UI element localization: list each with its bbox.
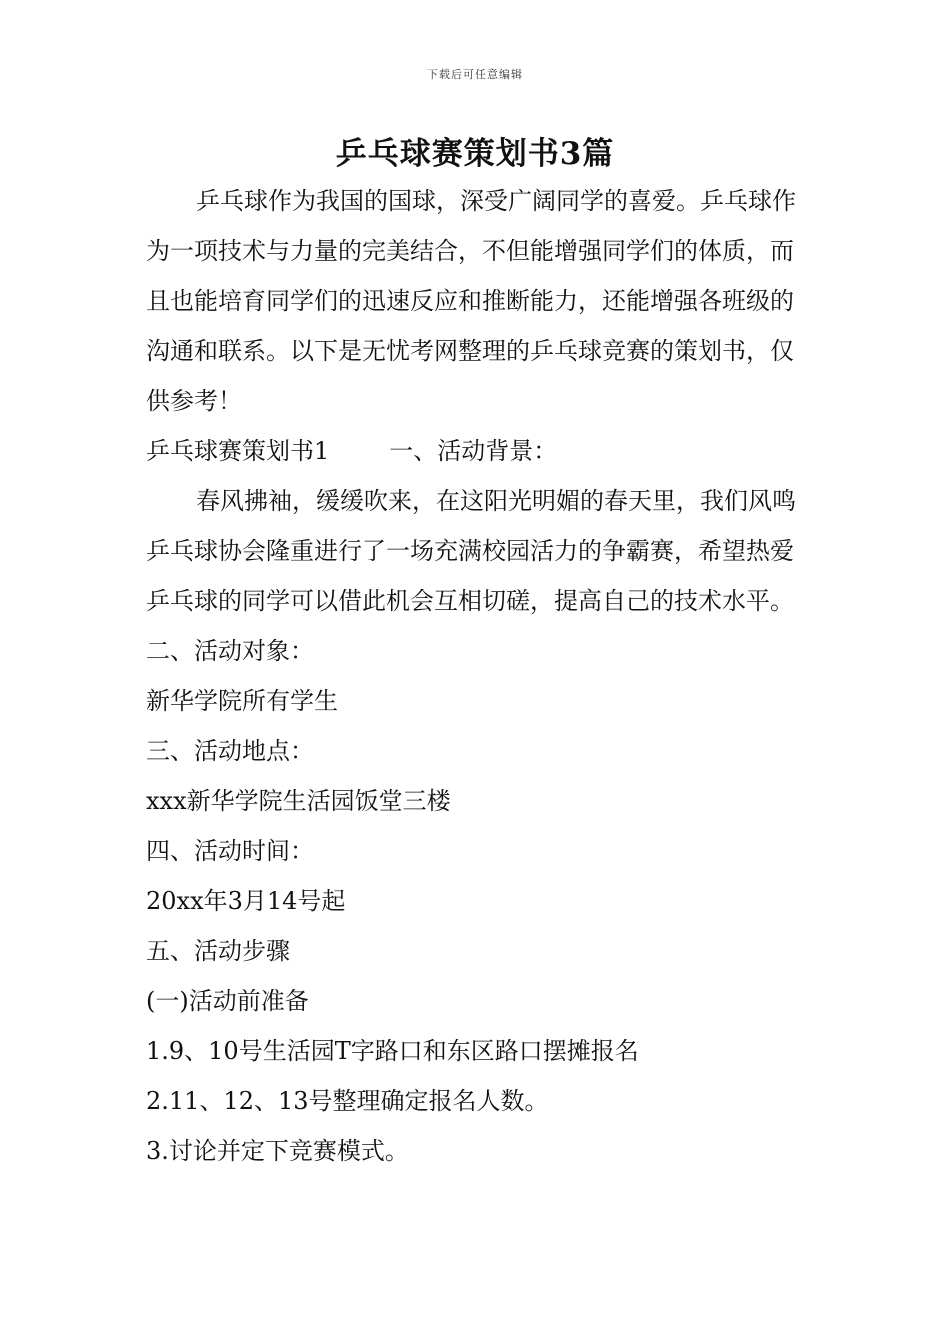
background-paragraph: 春风拂袖，缓缓吹来，在这阳光明媚的春天里，我们风鸣乒乓球协会隆重进行了一场充满校园活力的争霸赛，希望热爱乒乓球的同学可以借此机会互相切磋，提高自己的技术水平。 <box>146 487 796 615</box>
document-body <box>146 176 810 1176</box>
intro-paragraph: 乒乓球作为我国的国球，深受广阔同学的喜爱。乒乓球作为一项技术与力量的完美结合，不但能增强同学们的体质，而且也能培育同学们的迅速反应和推断能力，还能增强各班级的沟通和联系。以下是无忧考网整理的乒乓球竞赛的策划书，仅供参考！ <box>146 187 796 415</box>
target-heading: 二、活动对象： <box>146 637 314 665</box>
preparation-heading: (一)活动前准备 <box>146 987 309 1015</box>
step-item: 3.讨论并定下竞赛模式。 <box>146 1137 409 1165</box>
steps-heading: 五、活动步骤 <box>146 937 290 965</box>
step-item: 1.9、10号生活园T字路口和东区路口摆摊报名 <box>146 1037 639 1065</box>
section-title: 乒乓球赛策划书1 <box>146 437 330 465</box>
target-text: 新华学院所有学生 <box>146 687 338 715</box>
section-heading-row <box>146 426 810 476</box>
step-item: 2.11、12、13号整理确定报名人数。 <box>146 1087 549 1115</box>
location-heading: 三、活动地点： <box>146 737 314 765</box>
header-note: 下载后可任意编辑 <box>427 68 523 81</box>
time-heading: 四、活动时间： <box>146 837 314 865</box>
time-text: 20xx年3月14号起 <box>146 887 346 915</box>
page-title: 乒乓球赛策划书3篇 <box>335 136 615 172</box>
background-heading: 一、活动背景： <box>389 437 558 465</box>
location-text: xxx新华学院生活园饭堂三楼 <box>146 787 451 815</box>
